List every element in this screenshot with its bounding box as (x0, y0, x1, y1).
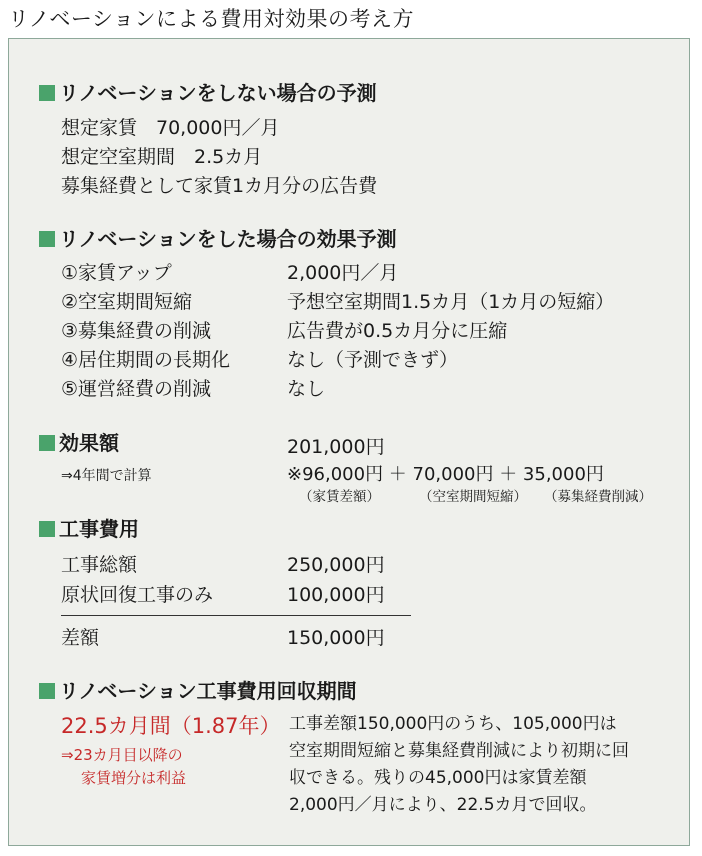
effect-value: 2,000円／月 (287, 262, 399, 284)
effect-value: なし（予測できず） (287, 349, 459, 371)
difference-value: 150,000円 (287, 627, 385, 649)
effect-value: 予想空室期間1.5カ月（1カ月の短縮） (287, 291, 615, 313)
green-square-icon (39, 521, 55, 537)
explanation-line: 工事差額150,000円のうち、105,000円は (289, 714, 617, 734)
cost-value: 100,000円 (287, 584, 385, 606)
green-square-icon (39, 435, 55, 451)
section-heading-effect-amount (39, 429, 119, 457)
section-heading-payback-period (39, 677, 357, 705)
green-square-icon (39, 683, 55, 699)
section-title: リノベーション工事費用回収期間 (59, 679, 357, 703)
effect-amount: 201,000円 (287, 436, 385, 458)
profit-note-line: ⇒23カ月目以降の (61, 746, 183, 764)
section-title: リノベーションをした場合の効果予測 (59, 227, 397, 251)
effect-label: ②空室期間短縮 (61, 291, 193, 313)
green-square-icon (39, 85, 55, 101)
payback-explanation (289, 711, 659, 819)
section-title: 効果額 (59, 431, 119, 455)
section-title: 工事費用 (59, 517, 139, 541)
profit-note-line: 家賃増分は利益 (81, 769, 187, 787)
divider (61, 615, 411, 616)
cost-label: 原状回復工事のみ (61, 584, 214, 606)
effect-label: ③募集経費の削減 (61, 320, 212, 342)
page-title: リノベーションによる費用対効果の考え方 (8, 7, 414, 31)
section-heading-with-renovation (39, 225, 397, 253)
green-square-icon (39, 231, 55, 247)
cost-value: 250,000円 (287, 554, 385, 576)
payback-period: 22.5カ月間（1.87年） (61, 714, 281, 738)
section-heading-no-renovation (39, 79, 377, 107)
effect-label: ⑤運営経費の削減 (61, 378, 212, 400)
breakdown-ad: （募集経費削減） (544, 489, 652, 505)
content-panel (8, 38, 690, 846)
effect-formula: ※96,000円 ＋ 70,000円 ＋ 35,000円 (287, 464, 604, 485)
ad-cost: 募集経費として家賃1カ月分の広告費 (61, 175, 378, 197)
cost-label: 工事総額 (61, 554, 138, 576)
effect-label: ①家賃アップ (61, 262, 172, 284)
effect-label: ④居住期間の長期化 (61, 349, 231, 371)
breakdown-vacancy: （空室期間短縮） (419, 489, 527, 505)
assumed-vacancy: 想定空室期間 2.5カ月 (61, 146, 263, 168)
explanation-line: 2,000円／月により、22.5カ月で回収。 (289, 795, 597, 815)
calc-period-note: ⇒4年間で計算 (61, 468, 152, 484)
section-heading-construction-cost (39, 515, 139, 543)
explanation-line: 収できる。残りの45,000円は家賃差額 (289, 768, 587, 788)
difference-label: 差額 (61, 627, 100, 649)
assumed-rent: 想定家賃 70,000円／月 (61, 117, 280, 139)
breakdown-rent: （家賃差額） (299, 489, 380, 505)
explanation-line: 空室期間短縮と募集経費削減により初期に回 (289, 741, 629, 761)
effect-value: なし (287, 378, 326, 400)
effect-value: 広告費が0.5カ月分に圧縮 (287, 320, 508, 342)
section-title: リノベーションをしない場合の予測 (59, 81, 377, 105)
